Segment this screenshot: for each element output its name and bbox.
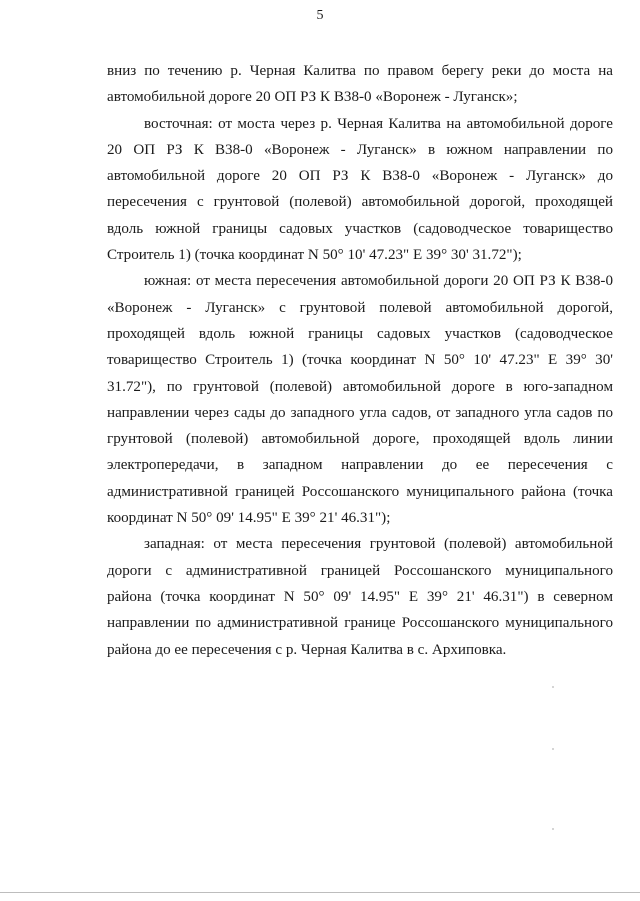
page-number: 5	[316, 8, 324, 23]
text-line: электропередачи, в западном направлении до ее пересечения с	[107, 457, 613, 474]
text-line: района (точка координат N 50° 09' 14.95" E 39° 21' 46.31") в северном	[107, 588, 613, 605]
text-line: автомобильной дороге 20 ОП РЗ К В38-0 «Воронеж - Луганск»;	[107, 89, 518, 106]
text-line: направлении по административной границе Россошанского муниципального	[107, 615, 613, 632]
text-line: 31.72"), по грунтовой (полевой) автомобильной дороге в юго-западном	[107, 378, 613, 395]
scan-speck	[552, 686, 554, 688]
document-body	[107, 58, 613, 663]
text-line: направлении через сады до западного угла садов, от западного угла садов по	[107, 404, 613, 421]
text-line: района до ее пересечения с р. Черная Калитва в с. Архиповка.	[107, 641, 507, 658]
text-line: вниз по течению р. Черная Калитва по правом берегу реки до моста на	[107, 63, 613, 79]
text-line: Строитель 1) (точка координат N 50° 10' 47.23" E 39° 30' 31.72");	[107, 247, 522, 264]
text-line: дороги с административной границей Россошанского муниципального	[107, 562, 613, 579]
paragraph-east-border	[107, 111, 613, 269]
text-line: восточная: от моста через р. Черная Калитва на автомобильной дороге	[144, 115, 613, 132]
scan-speck	[552, 748, 554, 750]
text-line: координат N 50° 09' 14.95" E 39° 21' 46.31");	[107, 510, 391, 527]
page-bottom-edge	[0, 892, 640, 893]
paragraph-north-continuation	[107, 58, 613, 111]
text-line: вдоль южной границы садовых участков (садоводческое товарищество	[107, 220, 613, 237]
text-line: административной границей Россошанского муниципального района (точка	[107, 483, 613, 500]
text-line: товарищество Строитель 1) (точка координат N 50° 10' 47.23" E 39° 30'	[107, 352, 613, 369]
text-line: «Воронеж - Луганск» с грунтовой полевой автомобильной дорогой,	[107, 299, 613, 316]
text-line: западная: от места пересечения грунтовой (полевой) автомобильной	[144, 536, 613, 553]
text-line: автомобильной дороге 20 ОП РЗ К В38-0 «Воронеж - Луганск» до	[107, 168, 613, 185]
text-line: пересечения с грунтовой (полевой) автомобильной дорогой, проходящей	[107, 194, 613, 211]
scan-speck	[552, 828, 554, 830]
paragraph-south-border	[107, 268, 613, 531]
paragraph-west-border	[107, 531, 613, 662]
text-line: проходящей вдоль южной границы садовых участков (садоводческое	[107, 325, 613, 342]
text-line: грунтовой (полевой) автомобильной дороге, проходящей вдоль линии	[107, 431, 613, 448]
text-line: 20 ОП РЗ К В38-0 «Воронеж - Луганск» в южном направлении по	[107, 141, 613, 158]
text-line: южная: от места пересечения автомобильной дороги 20 ОП РЗ К В38-0	[144, 273, 613, 290]
